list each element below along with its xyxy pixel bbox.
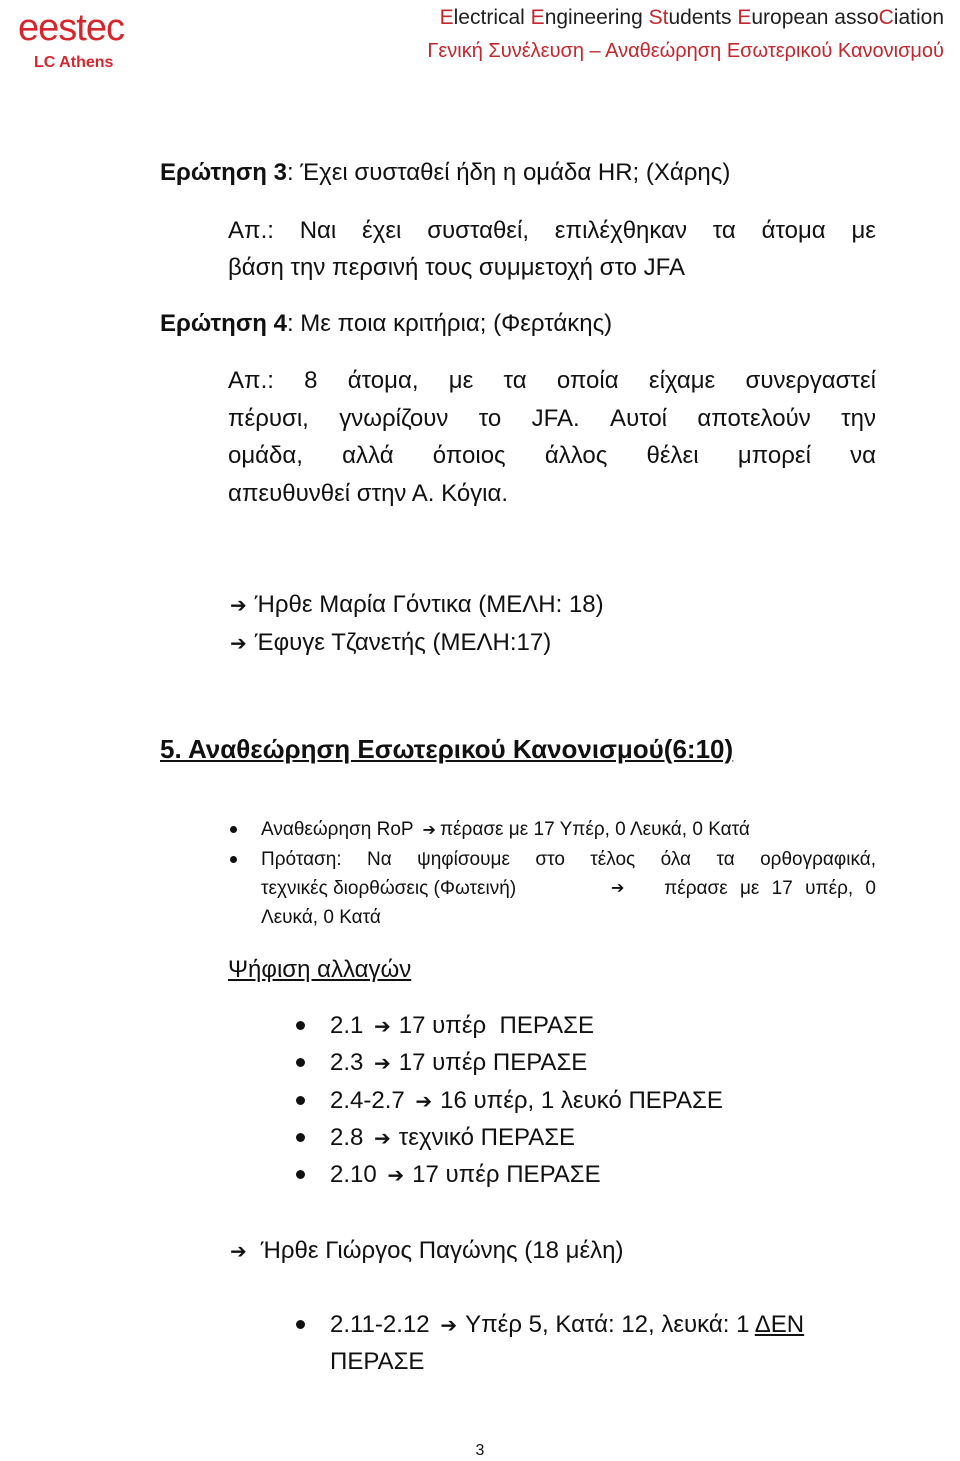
proposal-result: πέρασε με 17 υπέρ, 0 [664,878,876,899]
answer-4-line-4: απευθυνθεί στην Α. Κόγια. [228,480,509,507]
attendance-arrived-text: Ήρθε Μαρία Γόντικα (ΜΕΛΗ: 18) [254,591,604,618]
org-name-part: C [878,6,894,29]
document-subtitle: Γενική Συνέλευση – Αναθεώρηση Εσωτερικού Κανονισμού [427,40,944,62]
vote-item-number: 2.3 [330,1049,371,1076]
logo-subtitle: LC Athens [34,54,114,71]
arrow-right-icon: ➔ [374,1053,391,1075]
vote-item-result: 17 υπέρ ΠΕΡΑΣΕ [412,1161,601,1188]
vote-item-number: 2.4-2.7 [330,1087,412,1114]
proposal-line-2a: τεχνικές διορθώσεις (Φωτεινή) [261,878,517,899]
vote-item-number: 2.10 [330,1161,384,1188]
org-name-part: udents [668,6,738,29]
bullet-icon [296,1133,305,1142]
last-vote-result: Υπέρ 5, Κατά: 12, λευκά: 1 [465,1311,750,1338]
org-name-part: uropean asso [751,6,879,29]
arrow-right-icon: ➔ [611,880,625,897]
arrow-right-icon: ➔ [230,595,247,617]
vote-item-result: 16 υπέρ, 1 λευκό ΠΕΡΑΣΕ [440,1087,723,1114]
rop-revision-result: πέρασε με 17 Υπέρ, 0 Λευκά, 0 Κατά [439,819,750,840]
question-3-text: : Έχει συσταθεί ήδη η ομάδα HR; (Χάρης) [286,159,731,186]
logo-text: eestec [18,7,124,49]
answer-4-line-3: ομάδα, αλλά όποιος άλλος θέλει μπορεί να [228,442,876,469]
last-vote-line-2: ΠΕΡΑΣΕ [330,1348,425,1375]
vote-item-number: 2.1 [330,1012,371,1039]
vote-item-result: τεχνικό ΠΕΡΑΣΕ [398,1124,576,1151]
bullet-icon [296,1320,305,1329]
org-name-part: lectrical [453,6,531,29]
answer-4-line-2: πέρυσι, γνωρίζουν το JFA. Αυτοί αποτελούν την [228,405,876,432]
question-4-label: Ερώτηση 4 [160,310,287,337]
arrow-right-icon: ➔ [374,1128,391,1150]
vote-item [330,1123,575,1154]
org-name-part: E [439,6,454,29]
bullet-icon [230,826,237,833]
answer-3-line-1: Απ.: Ναι έχει συσταθεί, επιλέχθηκαν τα άτομα με [228,217,876,244]
arrow-right-icon: ➔ [422,822,436,839]
question-4 [160,309,612,339]
question-4-text: : Με ποια κριτήρια; (Φερτάκης) [286,310,613,337]
rop-revision-item [261,815,750,846]
attendance-arrived-2-text: Ήρθε Γιώργος Παγώνης (18 μέλη) [260,1237,624,1264]
vote-item [330,1011,594,1042]
bullet-icon [296,1170,305,1179]
last-vote-number: 2.11-2.12 [330,1311,430,1338]
section-5-title: 5. Αναθεώρηση Εσωτερικού Κανονισμού(6:10) [160,734,734,764]
arrow-right-icon: ➔ [387,1165,405,1187]
org-name-part: ngineering [544,6,649,29]
question-3-label: Ερώτηση 3 [160,159,287,186]
org-name-part: E [530,6,545,29]
vote-item-result: 17 υπέρ ΠΕΡΑΣΕ [398,1049,588,1076]
proposal-line-2b [611,874,876,904]
proposal-line-1: Πρόταση: Να ψηφίσουμε στο τέλος όλα τα ορθογραφικά, [261,849,876,870]
vote-item [330,1160,601,1191]
vote-item [330,1048,587,1079]
voting-heading: Ψήφιση αλλαγών [228,956,412,983]
org-name-part: E [737,6,752,29]
org-name-part: St [648,6,669,29]
organization-name [440,6,944,30]
arrow-right-icon: ➔ [440,1315,458,1337]
bullet-icon [296,1021,305,1030]
org-name-part: iation [893,6,944,29]
last-vote-item [330,1310,804,1341]
vote-item [330,1086,723,1117]
proposal-line-3: Λευκά, 0 Κατά [261,907,381,928]
last-vote-not: ΔΕΝ [754,1311,805,1338]
attendance-left-text: Έφυγε Τζανετής (ΜΕΛΗ:17) [254,629,552,656]
arrow-right-icon: ➔ [374,1016,391,1038]
arrow-right-icon: ➔ [230,1241,247,1263]
arrow-right-icon: ➔ [230,633,247,655]
vote-item-result: 17 υπέρ ΠΕΡΑΣΕ [398,1012,594,1039]
bullet-icon [296,1096,305,1105]
rop-revision-label: Αναθεώρηση RoP [261,819,414,840]
bullet-icon [296,1058,305,1067]
question-3 [160,158,730,188]
answer-3-line-2: βάση την περσινή τους συμμετοχή στο JFA [228,254,685,281]
attendance-left [230,628,551,659]
answer-4-line-1: Απ.: 8 άτομα, με τα οποία είχαμε συνεργαστεί [228,367,876,394]
arrow-right-icon: ➔ [415,1091,433,1113]
bullet-icon [230,856,237,863]
attendance-arrived-2 [230,1236,623,1267]
vote-item-number: 2.8 [330,1124,371,1151]
page-number: 3 [475,1442,485,1459]
eestec-logo [8,4,138,72]
attendance-arrived [230,590,604,621]
